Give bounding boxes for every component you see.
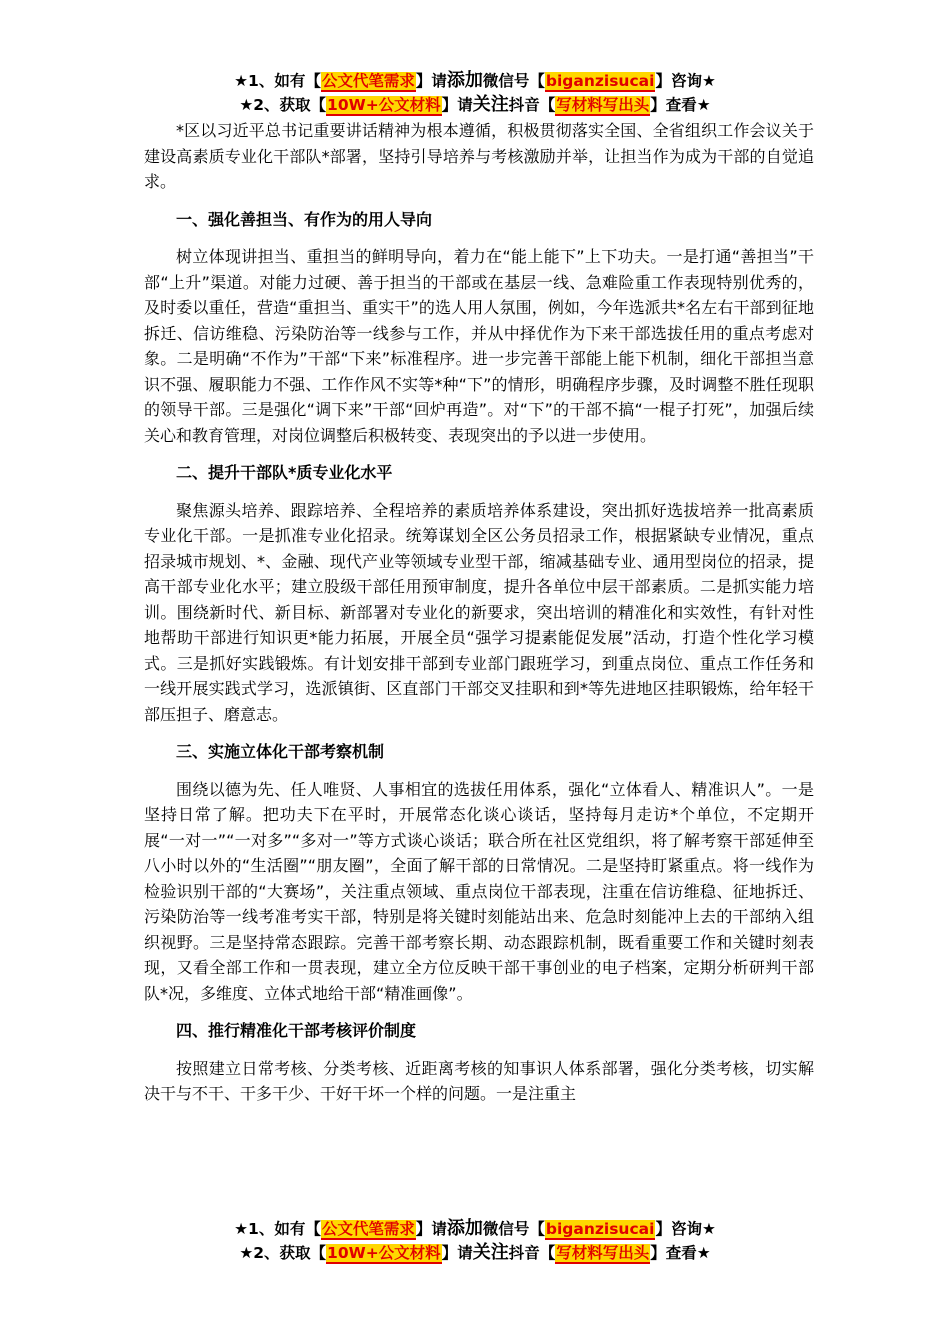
intro-paragraph: *区以习近平总书记重要讲话精神为根本遵循，积极贯彻落实全国、全省组织工作会议关于建设高素质专业化干部队*部署，坚持引导培养与考核激励并举，让担当作为成为干部的自觉追求。 [144, 121, 814, 191]
banner-text: 】请 [441, 1244, 473, 1262]
section-heading: 三、实施立体化干部考察机制 [176, 742, 385, 761]
wechat-id-link[interactable]: biganzisucai [545, 72, 655, 90]
section-heading: 四、推行精准化干部考核评价制度 [176, 1021, 417, 1040]
section-paragraph: 树立体现讲担当、重担当的鲜明导向，着力在“能上能下”上下功夫。一是打通“善担当”干部“上升”渠道。对能力过硬、善于担当的干部或在基层一线、急难险重工作表现特别优秀的，及时委以重任，营造“重担当、重实干”的选人用人氛围，例如，今年选派共*名左右干部到征地拆迁、信访维稳、污染防治等一线参与工作，并从中择优作为下来干部选拔任用的重点考虑对象。二是明确“不作为”干部“下来”标准程序。进一步完善干部能上能下机制，细化干部担当意识不强、履职能力不强、工作作风不实等*种“下”的情形，明确程序步骤，及时调整不胜任现职的领导干部。三是强化“调下来”干部“回炉再造”。对“下”的干部不搞“一棍子打死”，加强后续关心和教育管理，对岗位调整后积极转变、表现突出的予以进一步使用。 [144, 247, 814, 445]
banner-text: ★2、获取【 [239, 96, 327, 114]
section-heading: 一、强化善担当、有作为的用人导向 [176, 209, 433, 229]
section-paragraph: 聚焦源头培养、跟踪培养、全程培养的素质培养体系建设，突出抓好选拔培养一批高素质专业化干部。一是抓准专业化招录。统筹谋划全区公务员招录工作，根据紧缺专业情况，重点招录城市规划、*、金融、现代产业等领域专业型干部，缩减基础专业、通用型岗位的招录，提高干部专业化水平；建立股级干部任用预审制度，提升各单位中层干部素质。二是抓实能力培训。围绕新时代、新目标、新部署对专业化的新要求，突出培训的精准化和实效性，有针对性地帮助干部进行知识更*能力拓展，开展全员“强学习提素能促发展”活动，打造个性化学习模式。三是抓好实践锻炼。有计划安排干部到专业部门跟班学习，到重点岗位、重点工作任务和一线开展实践式学习，选派镇街、区直部门干部交叉挂职和到*等先进地区挂职锻炼，给年轻干部压担子、磨意志。 [144, 500, 814, 724]
banner-highlight: 10W+公文材料 [327, 96, 441, 114]
banner-text: 】请 [415, 72, 447, 90]
banner-text: 】咨询★ [655, 1220, 716, 1238]
section-paragraph: 围绕以德为先、任人唯贤、人事相宜的选拔任用体系，强化“立体看人、精准识人”。一是坚持日常了解。把功夫下在平时，开展常态化谈心谈话，坚持每月走访*个单位，不定期开展“一对一”“一对多”“多对一”等方式谈心谈话；联合所在社区党组织，将了解考察干部延伸至八小时以外的“生活圈”“朋友圈”，全面了解干部的日常情况。二是坚持盯紧重点。将一线作为检验识别干部的“大赛场”，关注重点领域、重点岗位干部表现，注重在信访维稳、征地拆迁、污染防治等一线考准考实干部，特别是将关键时刻能站出来、危急时刻能冲上去的干部纳入组织视野。三是坚持常态跟踪。完善干部考察长期、动态跟踪机制，既看重要工作和关键时刻表现，又看全部工作和一贯表现，建立全方位反映干部干事创业的电子档案，定期分析研判干部队*况，多维度、立体式地给干部“精准画像”。 [144, 779, 814, 1003]
banner-emphasis: 关注 [472, 1242, 509, 1263]
top-banner-line-2 [0, 94, 950, 116]
douyin-id-link[interactable]: 写材料写出头 [556, 96, 650, 114]
douyin-id-link[interactable]: 写材料写出头 [556, 1244, 650, 1262]
banner-text: 】咨询★ [655, 72, 716, 90]
banner-text: 】请 [415, 1220, 447, 1238]
banner-emphasis: 添加 [446, 1218, 483, 1239]
banner-highlight: 公文代笔需求 [321, 1220, 415, 1238]
banner-emphasis: 添加 [446, 70, 483, 91]
banner-text: 微信号【 [482, 72, 545, 90]
banner-text: ★1、如有【 [234, 1220, 321, 1238]
banner-text: 】查看★ [650, 1244, 711, 1262]
banner-text: 微信号【 [482, 1220, 545, 1238]
banner-emphasis: 关注 [472, 94, 509, 115]
banner-text: ★2、获取【 [239, 1244, 327, 1262]
bottom-banner-line-2 [0, 1242, 950, 1264]
banner-text: 抖音【 [508, 96, 556, 114]
top-banner-line-1 [0, 70, 950, 92]
section-heading: 二、提升干部队*质专业化水平 [176, 463, 393, 482]
section-paragraph: 按照建立日常考核、分类考核、近距离考核的知事识人体系部署，强化分类考核，切实解决干与不干、干多干少、干好干坏一个样的问题。一是注重主 [144, 1058, 814, 1103]
wechat-id-link[interactable]: biganzisucai [545, 1220, 655, 1238]
banner-text: 】查看★ [650, 96, 711, 114]
bottom-banner-line-1 [0, 1218, 950, 1240]
document-body [144, 118, 814, 1107]
banner-text: ★1、如有【 [234, 72, 321, 90]
banner-highlight: 公文代笔需求 [321, 72, 415, 90]
banner-text: 抖音【 [508, 1244, 556, 1262]
banner-text: 】请 [441, 96, 473, 114]
banner-highlight: 10W+公文材料 [327, 1244, 441, 1262]
